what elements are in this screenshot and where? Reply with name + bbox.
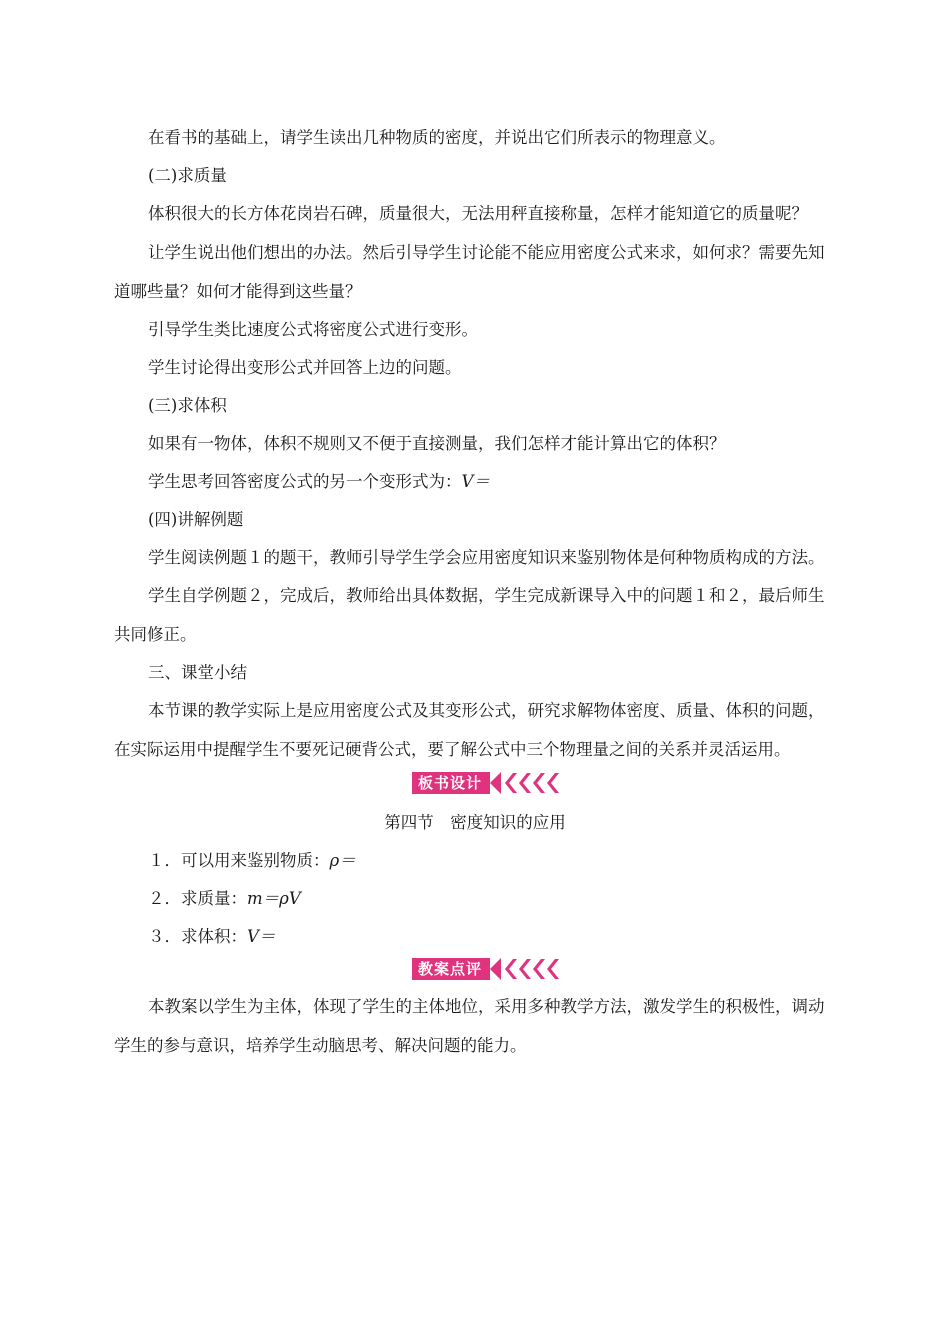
volume-formula: V＝ [461, 472, 490, 491]
review-paragraph-line1: 本教案以学生为主体，体现了学生的主体地位，采用多种教学方法，激发学生的积极性，调动 [148, 997, 825, 1016]
board-item-mass [148, 889, 872, 909]
paragraph-read-density: 在看书的基础上，请学生读出几种物质的密度，并说出它们所表示的物理意义。 [148, 128, 726, 147]
board-item-identify [148, 851, 872, 871]
heading-find-volume: (三)求体积 [148, 396, 227, 415]
board-volume-formula: V＝ [247, 927, 276, 946]
heading-summary: 三、课堂小结 [148, 663, 247, 682]
paragraph-example-2-line2: 共同修正。 [114, 625, 197, 644]
board-item-mass-text: ２．求质量： [148, 889, 247, 908]
density-formula: ρ＝ [329, 851, 356, 870]
board-item-identify-text: １．可以用来鉴别物质： [148, 851, 330, 870]
review-paragraph-line2: 学生的参与意识，培养学生动脑思考、解决问题的能力。 [114, 1036, 527, 1055]
paragraph-discussion-line2: 道哪些量？如何才能得到这些量？ [114, 282, 362, 301]
paragraph-irregular-object: 如果有一物体，体积不规则又不便于直接测量，我们怎样才能计算出它的体积？ [148, 434, 726, 453]
paragraph-volume-formula [148, 472, 872, 492]
paragraph-example-2-line1: 学生自学例题２，完成后，教师给出具体数据，学生完成新课导入中的问题１和２，最后师生 [148, 586, 825, 605]
volume-formula-text: 学生思考回答密度公式的另一个变形式为： [148, 472, 462, 491]
lesson-review-label: 教案点评 [412, 958, 490, 980]
paragraph-analogy: 引导学生类比速度公式将密度公式进行变形。 [148, 320, 478, 339]
paragraph-derive-formula: 学生讨论得出变形公式并回答上边的问题。 [148, 358, 462, 377]
heading-examples: (四)讲解例题 [148, 510, 244, 529]
mass-formula: m＝ρV [247, 889, 301, 908]
paragraph-summary-line1: 本节课的教学实际上是应用密度公式及其变形公式，研究求解物体密度、质量、体积的问题， [148, 701, 825, 720]
board-item-volume [148, 927, 872, 947]
heading-find-mass: (二)求质量 [148, 166, 227, 185]
paragraph-example-1: 学生阅读例题１的题干，教师引导学生学会应用密度知识来鉴别物体是何种物质构成的方法。 [148, 548, 825, 567]
board-title: 第四节 密度知识的应用 [384, 813, 566, 832]
lesson-review-banner [412, 958, 560, 980]
chevrons-icon [504, 958, 560, 980]
board-design-label: 板书设计 [412, 772, 490, 794]
paragraph-summary-line2: 在实际运用中提醒学生不要死记硬背公式，要了解公式中三个物理量之间的关系并灵活运用。 [114, 740, 791, 759]
paragraph-stone-tablet: 体积很大的长方体花岗岩石碑，质量很大，无法用秤直接称量，怎样才能知道它的质量呢？ [148, 204, 808, 223]
chevrons-icon [504, 772, 560, 794]
paragraph-discussion-line1: 让学生说出他们想出的办法。然后引导学生讨论能不能应用密度公式来求，如何求？需要先知 [148, 243, 825, 262]
board-item-volume-text: ３．求体积： [148, 927, 247, 946]
board-design-banner [412, 772, 560, 794]
